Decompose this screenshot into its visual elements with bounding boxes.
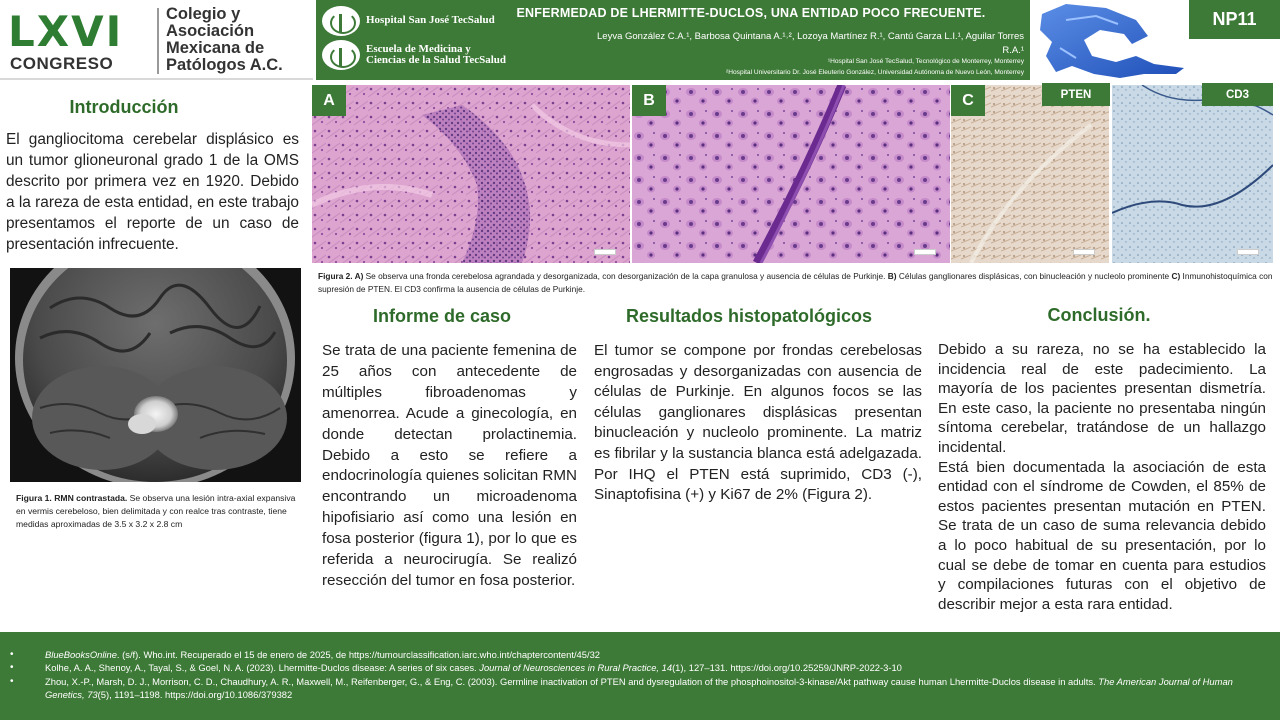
figure-1-caption-title: Figura 1. RMN contrastada. [16,493,128,503]
reference-text: (5), 1191–1198. https://doi.org/10.1086/379382 [97,688,293,700]
reference-text: Kolhe, A. A., Shenoy, A., Tayal, S., & Goel, N. A. (2023). Lhermitte-Duclos disease: A series of six cases. [45,662,480,674]
figure-2-caption-label-b: B) [887,271,897,281]
reference-journal: Journal of Neurosciences in Rural Practice, 14 [479,662,673,674]
figure-1-caption [16,492,298,531]
reference-text: (1), 127–131. https://doi.org/10.25259/JNRP-2022-3-10 [672,662,902,674]
poster-title: ENFERMEDAD DE LHERMITTE-DUCLOS, UNA ENTIDAD POCO FRECUENTE. [516,6,986,20]
congress-number: LXVI [8,7,124,56]
case-report-heading: Informe de caso [372,306,512,326]
conclusion-paragraph-2: Está bien documentada la asociación de esta entidad con el síndrome de Cowden, el 85% de estos pacientes presentan mutación en PTEN. Se trata de un caso de suma relevancia debido a lo poco habitual de su presentación, por lo cual se debe de tomar en cuenta para estudios y compilaciones futuras con el objetivo de describir mejor a esta rara entidad. [938,458,1266,613]
histology-he-high-power [632,85,950,263]
references-footer [0,632,1280,720]
reference-journal: The American Journal of Human Genetics, 73 [45,675,1233,700]
panel-a-label: A [312,85,346,116]
title-block [506,0,1030,80]
pten-label: PTEN [1042,83,1110,106]
conclusion-text [938,340,1266,614]
mri-image [10,268,301,482]
figure-1-caption-text: Se observa una lesión intra-axial expansiva en vermis cerebeloso, bien delimitada y con realce tras contraste, tiene medidas aproximadas de 3.5 x 3.2 x 2.8 cm [16,493,296,529]
figure-2-panel-c-cd3 [1112,85,1273,263]
intro-text: El gangliocitoma cerebelar displásico es un tumor glioneuronal grado 1 de la OMS descrito por primera vez en 1920. Debido a la rareza de esta entidad, en este trabajo presentamos el reporte de un caso de presentación infrecuente. [6,131,299,253]
figure-2-caption-label-c: C) [1171,271,1181,281]
ihc-cd3-stain [1112,85,1273,263]
figure-2-caption-text-c: Inmunohistoquímica con supresión de PTEN. El CD3 confirma la ausencia de células de Purkinje. [318,271,1273,294]
scale-bar [1237,249,1259,255]
intro-heading: Introducción [69,97,179,117]
affiliation-1: ¹Hospital San José TecSalud, Tecnológico de Monterrey, Monterrey [827,58,1024,65]
affiliation-2: ²Hospital Universitario Dr. José Eleuterio González, Universidad Autónoma de Nuevo León, Monterrey [726,69,1024,76]
hospital-logo-block [316,0,506,80]
reference-text: . (s/f). Who.int. Recuperado el 15 de enero de 2025, de https://tumourclassification.iarc.who.int/chaptercontent/45/32 [116,649,601,660]
poster-id-badge: NP11 [1189,0,1280,39]
references-list [8,648,1273,701]
results-text: El tumor se compone por frondas cerebelosas engrosadas y desorganizadas con ausencia de células de Purkinje. En algunos focos se las células ganglionares displásicas presentan binucleación y nucleolo prominente. La matriz es fibrilar y la sustancia blanca está adelgazada. Por IHQ el PTEN está suprimido, CD3 (-), Sinaptofisina (+) y Ki67 de 2% (Figura 2). [594,342,922,504]
mri-scan-figure [10,268,301,482]
figure-2-caption-label-a: Figura 2. A) [318,271,364,281]
figure-2-panel-c-pten [951,85,1109,263]
scale-bar [1073,249,1095,255]
scale-bar [594,249,616,255]
congress-logo [0,0,313,80]
figure-2-caption [318,270,1273,296]
panel-b-label: B [632,85,666,116]
figure-2-panel-b [632,85,950,263]
reference-item [8,661,1273,674]
figure-2-caption-text-b: Células ganglionares displásicas, con binucleación y nucleolo prominente [896,271,1172,281]
fish-logo-icon [1036,0,1188,80]
hospital-name: Hospital San José TecSalud [366,14,495,27]
panel-c-label: C [951,85,985,116]
figure-2-panel-a [312,85,630,263]
hospital-row [322,6,495,36]
reference-item [8,675,1273,702]
school-name: Escuela de Medicina y Ciencias de la Salud TecSalud [366,42,506,66]
reference-source: BlueBooksOnline [45,649,117,660]
results-heading: Resultados histopatológicos [625,306,873,326]
reference-text: Zhou, X.-P., Marsh, D. J., Morrison, C. D., Chaudhury, A. R., Maxwell, M., Reifenberger, G., & Eng, C. (2003). Germline inactivation of PTEN and dysregulation of the phosphoinositol-3-kinase/Akt pathway cause human Lhermitte-Duclos disease in adults. [45,675,1099,687]
school-row [322,40,506,70]
histology-he-low-power [312,85,630,263]
authors: Leyva González C.A.¹, Barbosa Quintana A.¹˒², Lozoya Martínez R.¹, Cantú Garza L.I.¹, Aguilar Torres R.A.¹ [597,31,1024,56]
figure-2-caption-text-a: Se observa una fronda cerebelosa agrandada y desorganizada, con desorganización de la capa granulosa y ausencia de células de Purkinje. [363,271,888,281]
conclusion-heading: Conclusión. [1047,305,1151,325]
tree-icon [322,40,360,70]
logo-divider [157,8,159,74]
college-name: Colegio y Asociación Mexicana de Patólogos A.C. [166,5,283,74]
case-report-text: Se trata de una paciente femenina de 25 años con antecedente de múltiples fibroadenomas y amenorrea. Acude a ginecología, en donde detectan prolactinemia. Debido a esto se refiere a endocrinología quienes solicitan RMN encontrando un microadenoma hipofisiario así como una lesión en fosa posterior (figura 1), por lo que es referida a neurocirugía. Se realizó resección del tumor en fosa posterior. [322,342,577,589]
tree-icon [322,6,360,36]
blue-fish-logo [1036,0,1188,80]
cd3-label: CD3 [1202,83,1273,106]
conclusion-paragraph-1: Debido a su rareza, no se ha establecido la incidencia real de este padecimiento. La mayoría de los pacientes presentan dismetría. En este caso, la paciente no presentaba ningún síntoma cerebelar, tratándose de un hallazgo incidental. [938,341,1266,456]
reference-item [8,648,1273,661]
scale-bar [914,249,936,255]
congress-word: CONGRESO [10,54,114,73]
